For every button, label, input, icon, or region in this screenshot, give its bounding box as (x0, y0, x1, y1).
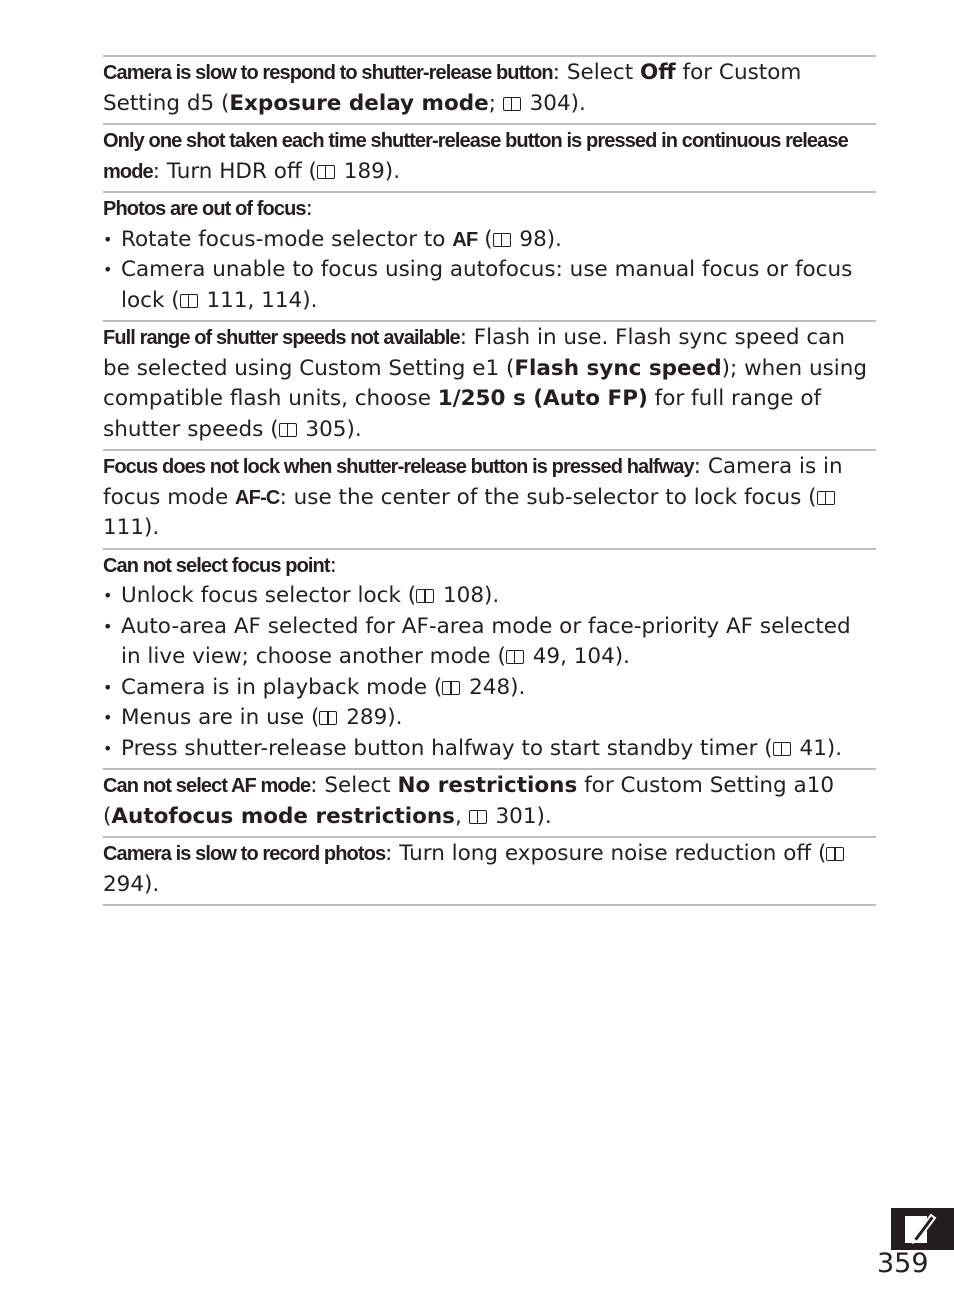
body-text: Unlock focus selector lock ( (121, 583, 417, 608)
body-text: : (329, 552, 337, 578)
troubleshooting-entry (103, 768, 876, 836)
body-text: : (305, 196, 313, 221)
book-icon (469, 810, 487, 824)
entry-heading: Camera is slow to respond to shutter-release button (103, 62, 553, 84)
entry-heading: Can not select focus point (103, 554, 330, 577)
troubleshooting-entry (103, 548, 876, 769)
troubleshooting-entry (103, 836, 876, 906)
body-text: 108). (436, 583, 500, 608)
body-text: 248). (462, 674, 526, 700)
troubleshooting-entry (103, 320, 876, 449)
body-text: : Flash in use. Flash sync speed can be selected using Custom Setting e1 ( (103, 325, 845, 381)
entry-text (103, 323, 876, 445)
mode-label: AF-C (235, 486, 280, 509)
book-icon (317, 165, 335, 179)
body-text: 294). (103, 871, 160, 897)
bullet-list (103, 581, 876, 764)
troubleshooting-entry (103, 123, 876, 191)
troubleshooting-entry (103, 55, 876, 123)
body-text: 304). (522, 90, 586, 116)
entry-text (103, 194, 876, 225)
list-item (103, 612, 876, 673)
body-text: 111, 114). (199, 287, 318, 313)
list-item (103, 703, 876, 734)
body-text: 189). (336, 158, 401, 184)
book-icon (319, 711, 337, 725)
mode-label: AF (452, 228, 478, 251)
setting-name: Exposure delay mode (229, 90, 489, 116)
setting-name: 1/250 s (Auto FP) (437, 386, 648, 411)
body-text: 98). (512, 226, 563, 252)
body-text: Press shutter-release button halfway to start standby timer ( (121, 735, 773, 761)
body-text: : Select (552, 60, 640, 85)
body-text: 301). (488, 803, 552, 829)
body-text: 49, 104). (525, 644, 631, 669)
body-text: for full range of shutter speeds ( (103, 386, 822, 442)
entry-heading: Camera is slow to record photos (103, 843, 386, 865)
troubleshooting-list (103, 55, 876, 906)
troubleshooting-pencil-icon (891, 1208, 954, 1250)
body-text: Rotate focus-mode selector to (121, 226, 453, 252)
body-text: ( (477, 226, 493, 252)
book-icon (416, 589, 434, 603)
entry-text (103, 452, 876, 544)
body-text: Camera unable to focus using autofocus: use manual focus or focus lock ( (121, 257, 853, 313)
setting-name: Off (640, 60, 676, 85)
body-text: 111). (103, 515, 160, 540)
entry-text (103, 839, 876, 900)
book-icon (493, 233, 511, 247)
entry-heading: Only one shot taken each time shutter-release button is pressed in continuous release mode (103, 130, 848, 183)
entry-heading: Full range of shutter speeds not available (103, 327, 460, 349)
entry-heading: Focus does not lock when shutter-release button is pressed halfway (103, 456, 694, 478)
entry-heading: Can not select AF mode (103, 775, 311, 797)
list-item (103, 225, 876, 256)
body-text: 305). (298, 416, 362, 442)
entry-heading: Photos are out of focus (103, 198, 306, 220)
body-text: : use the center of the sub-selector to lock focus ( (279, 484, 817, 510)
book-icon (503, 97, 521, 111)
body-text: 41). (792, 735, 843, 761)
body-text: Auto-area AF selected for AF-area mode or face-priority AF selected in live view; choose another mode ( (121, 613, 851, 669)
entry-text (103, 126, 876, 187)
troubleshooting-entry (103, 191, 876, 320)
book-icon (773, 742, 791, 756)
list-item (103, 581, 876, 612)
list-item (103, 734, 876, 765)
book-icon (506, 650, 524, 664)
setting-name: Autofocus mode restrictions (111, 803, 455, 829)
body-text: : Select (310, 773, 398, 798)
body-text: for Custom Setting a10 ( (103, 773, 835, 829)
list-item (103, 673, 876, 704)
body-text: ; (488, 90, 503, 116)
page-number: 359 (877, 1248, 929, 1279)
body-text: for Custom Setting d5 ( (103, 60, 802, 116)
body-text: ); when using compatible flash units, choose (103, 355, 868, 411)
body-text: : Camera is in focus mode (103, 454, 843, 510)
body-text: , (454, 803, 469, 829)
book-icon (180, 294, 198, 308)
body-text: Camera is in playback mode ( (121, 674, 443, 700)
book-icon (826, 847, 844, 861)
setting-name: No restrictions (397, 773, 578, 798)
entry-text (103, 58, 876, 119)
book-icon (817, 491, 835, 505)
troubleshooting-entry (103, 449, 876, 548)
bullet-list (103, 225, 876, 317)
book-icon (279, 423, 297, 437)
body-text: : Turn HDR off ( (152, 158, 317, 184)
list-item (103, 255, 876, 316)
book-icon (442, 681, 460, 695)
entry-text (103, 771, 876, 832)
body-text: : Turn long exposure noise reduction off ( (385, 841, 827, 866)
entry-text (103, 551, 876, 582)
body-text: 289). (339, 705, 403, 730)
body-text: Menus are in use ( (121, 705, 320, 730)
setting-name: Flash sync speed (514, 355, 722, 381)
